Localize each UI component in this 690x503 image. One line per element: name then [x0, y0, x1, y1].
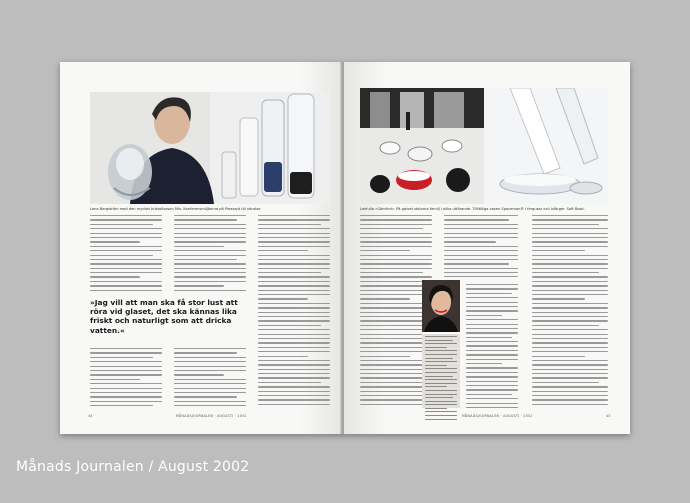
text-column-2-lower	[174, 348, 246, 408]
page-number-left: 44	[88, 414, 93, 418]
photo-woman-with-glassware	[90, 92, 330, 204]
magazine-footer-left: MÅNADSJOURNALEN · AUGUSTI · 2002	[176, 414, 247, 418]
text-column-1-lower	[90, 348, 162, 408]
left-page	[60, 62, 342, 434]
text-column-3	[532, 215, 608, 407]
magazine-footer-right: MÅNADSJOURNALEN · AUGUSTI · 2002	[462, 414, 533, 418]
right-page	[344, 62, 630, 434]
text-column-2	[174, 215, 246, 293]
magazine-spread	[60, 62, 630, 434]
text-column-3	[258, 215, 330, 407]
page-number-right: 45	[606, 414, 611, 418]
photo-caption: Lekfulla »Gömfrid«. På golvet stolarna familj i olika utförande. Tillfälliga vasen Spaceman® i fergusar och isfärger. Soft Bowl.	[360, 207, 585, 211]
text-column-1	[90, 215, 162, 293]
text-column-2-narrow	[466, 284, 518, 408]
photo-caption: Lena Bergström med den mycket kristallvasen Mix. Konferensmiljöerna på Pleasant till vänster.	[90, 207, 262, 211]
text-column-2	[444, 215, 518, 277]
portrait-photo	[422, 280, 460, 332]
photo-interior-and-glassware	[360, 88, 608, 204]
portrait-photo-image	[422, 280, 460, 332]
fact-box	[422, 334, 460, 408]
publication-title: Månads Journalen / August 2002	[16, 459, 250, 475]
photo-woman-with-glassware-image	[90, 92, 330, 204]
pull-quote: »Jag vill att man ska få stor lust att röra vid glaset, det ska kännas lika friskt och naturligt som att dricka vatten.«	[90, 298, 238, 335]
photo-interior-and-glassware-image	[360, 88, 608, 204]
